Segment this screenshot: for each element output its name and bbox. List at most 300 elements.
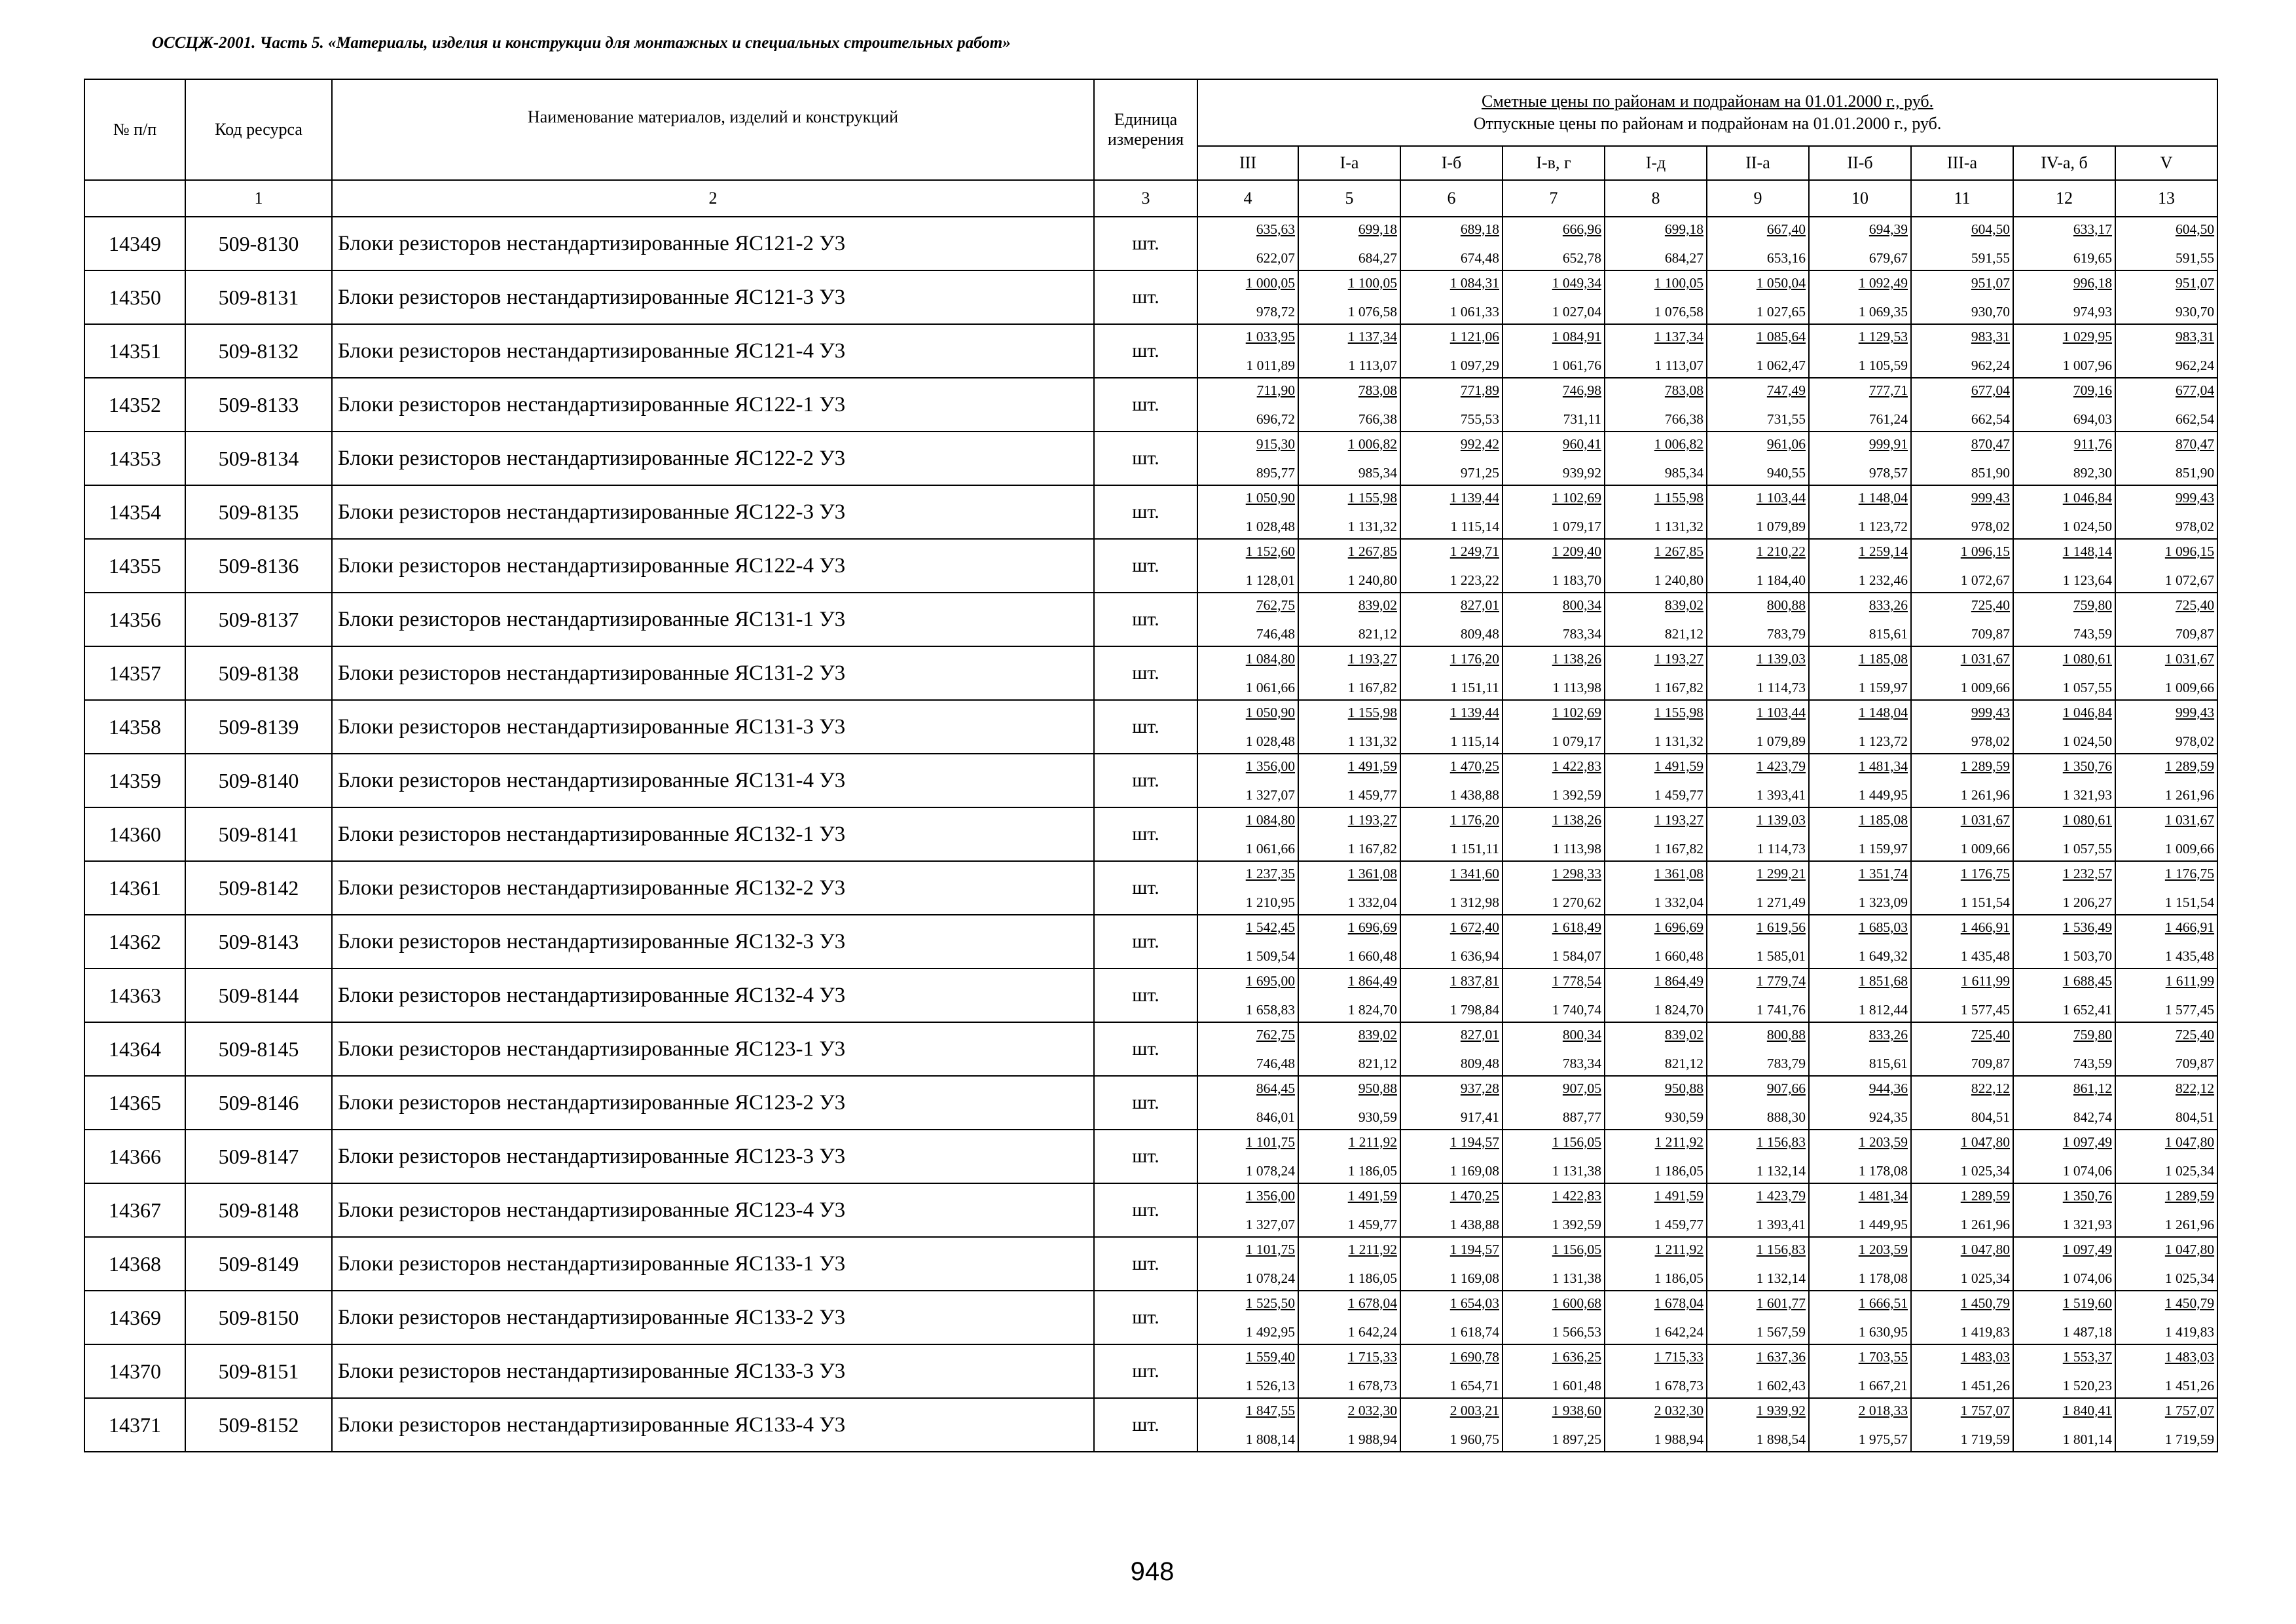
wholesale-price: 1 261,96 xyxy=(2164,1217,2215,1232)
estimated-price: 1 267,85 xyxy=(1654,544,1704,559)
header-region: II-а xyxy=(1707,146,1809,180)
estimated-price: 1 939,92 xyxy=(1756,1403,1806,1418)
material-name: Блоки резисторов нестандартизированные ЯС123-1 У3 xyxy=(332,1022,1094,1076)
estimated-price: 1 703,55 xyxy=(1858,1349,1908,1365)
unit-of-measure: шт. xyxy=(1094,1344,1197,1398)
wholesale-price: 821,12 xyxy=(1358,626,1397,642)
price-cell xyxy=(1809,754,1911,807)
row-number: 14361 xyxy=(84,861,185,915)
table-row xyxy=(84,969,2217,1022)
price-cell xyxy=(1605,1291,1707,1344)
price-cell xyxy=(1197,969,1298,1022)
price-cell xyxy=(1298,270,1400,324)
wholesale-price: 962,24 xyxy=(2175,358,2215,373)
row-number: 14355 xyxy=(84,539,185,593)
wholesale-price: 1 072,67 xyxy=(2164,572,2215,588)
row-number: 14357 xyxy=(84,646,185,700)
estimated-price: 604,50 xyxy=(2175,221,2215,237)
wholesale-price: 1 186,05 xyxy=(1654,1163,1704,1179)
price-cell xyxy=(1400,700,1503,754)
wholesale-price: 887,77 xyxy=(1562,1109,1601,1125)
wholesale-price: 809,48 xyxy=(1460,626,1499,642)
estimated-price: 950,88 xyxy=(1358,1080,1397,1096)
wholesale-price: 1 159,97 xyxy=(1858,680,1908,695)
wholesale-price: 1 061,66 xyxy=(1245,841,1295,857)
estimated-price: 839,02 xyxy=(1664,597,1704,613)
price-cell xyxy=(1400,754,1503,807)
wholesale-price: 1 975,57 xyxy=(1858,1431,1908,1447)
estimated-price: 999,43 xyxy=(1971,490,2010,506)
header-region: I-б xyxy=(1400,146,1503,180)
unit-of-measure: шт. xyxy=(1094,432,1197,485)
wholesale-price: 1 419,83 xyxy=(1960,1324,2010,1340)
estimated-price: 999,91 xyxy=(1868,436,1908,452)
price-cell xyxy=(2115,1344,2217,1398)
estimated-price: 725,40 xyxy=(2175,1027,2215,1043)
price-cell xyxy=(1809,807,1911,861)
estimated-price: 1 129,53 xyxy=(1858,329,1908,344)
table-row xyxy=(84,432,2217,485)
wholesale-price: 1 585,01 xyxy=(1756,948,1806,964)
price-cell xyxy=(1298,1291,1400,1344)
wholesale-price: 1 435,48 xyxy=(1960,948,2010,964)
estimated-price: 1 031,67 xyxy=(2164,812,2215,828)
estimated-price: 1 139,44 xyxy=(1449,490,1499,506)
price-cell xyxy=(1809,324,1911,378)
header-column-number-blank xyxy=(84,180,185,217)
estimated-price: 1 203,59 xyxy=(1858,1134,1908,1150)
price-cell xyxy=(1400,969,1503,1022)
row-number: 14351 xyxy=(84,324,185,378)
price-cell xyxy=(1911,1183,2013,1237)
resource-code: 509-8144 xyxy=(185,969,332,1022)
wholesale-price: 1 115,14 xyxy=(1450,733,1499,749)
wholesale-price: 1 074,06 xyxy=(2062,1270,2112,1286)
price-cell xyxy=(1503,700,1605,754)
estimated-price: 2 032,30 xyxy=(1347,1403,1397,1418)
wholesale-price: 1 988,94 xyxy=(1347,1431,1397,1447)
price-cell xyxy=(2013,1344,2115,1398)
estimated-price: 1 137,34 xyxy=(1654,329,1704,344)
wholesale-price: 1 897,25 xyxy=(1552,1431,1601,1447)
price-cell xyxy=(1298,1183,1400,1237)
price-cell xyxy=(1503,1130,1605,1183)
header-region: I-д xyxy=(1605,146,1707,180)
estimated-price: 1 139,03 xyxy=(1756,651,1806,667)
estimated-price: 1 695,00 xyxy=(1245,973,1295,989)
estimated-price: 1 211,92 xyxy=(1348,1134,1397,1150)
estimated-price: 1 137,34 xyxy=(1347,329,1397,344)
price-cell xyxy=(1298,593,1400,646)
estimated-price: 1 194,57 xyxy=(1449,1134,1499,1150)
estimated-price: 1 176,75 xyxy=(1960,866,2010,881)
price-cell xyxy=(1400,1291,1503,1344)
estimated-price: 1 422,83 xyxy=(1552,758,1601,774)
wholesale-price: 1 451,26 xyxy=(1960,1378,2010,1393)
header-region: II-б xyxy=(1809,146,1911,180)
wholesale-price: 809,48 xyxy=(1460,1056,1499,1071)
estimated-price: 1 350,76 xyxy=(2062,1188,2112,1204)
estimated-price: 1 690,78 xyxy=(1449,1349,1499,1365)
price-cell xyxy=(1503,270,1605,324)
price-cell xyxy=(1809,217,1911,270)
wholesale-price: 1 123,64 xyxy=(2062,572,2112,588)
price-cell xyxy=(1605,378,1707,432)
price-cell xyxy=(2115,1130,2217,1183)
resource-code: 509-8130 xyxy=(185,217,332,270)
unit-of-measure: шт. xyxy=(1094,1022,1197,1076)
price-cell xyxy=(2013,1022,2115,1076)
price-cell xyxy=(1605,969,1707,1022)
wholesale-price: 1 169,08 xyxy=(1449,1163,1499,1179)
price-cell xyxy=(2115,539,2217,593)
estimated-price: 1 837,81 xyxy=(1449,973,1499,989)
wholesale-price: 1 660,48 xyxy=(1347,948,1397,964)
estimated-price: 1 152,60 xyxy=(1245,544,1295,559)
material-name: Блоки резисторов нестандартизированные ЯС122-2 У3 xyxy=(332,432,1094,485)
price-cell xyxy=(2115,1291,2217,1344)
wholesale-price: 892,30 xyxy=(2073,465,2112,481)
resource-code: 509-8148 xyxy=(185,1183,332,1237)
wholesale-price: 783,34 xyxy=(1562,1056,1601,1071)
table-row xyxy=(84,378,2217,432)
estimated-price: 1 155,98 xyxy=(1347,705,1397,720)
estimated-price: 1 654,03 xyxy=(1449,1295,1499,1311)
estimated-price: 992,42 xyxy=(1460,436,1499,452)
estimated-price: 1 542,45 xyxy=(1245,919,1295,935)
wholesale-price: 709,87 xyxy=(1971,626,2010,642)
price-cell xyxy=(1400,1076,1503,1130)
estimated-price: 1 259,14 xyxy=(1858,544,1908,559)
wholesale-price: 1 132,14 xyxy=(1756,1270,1806,1286)
table-row xyxy=(84,1291,2217,1344)
price-cell xyxy=(2013,378,2115,432)
wholesale-price: 1 270,62 xyxy=(1552,895,1601,910)
row-number: 14353 xyxy=(84,432,185,485)
price-cell xyxy=(1400,915,1503,969)
wholesale-price: 1 114,73 xyxy=(1757,680,1806,695)
estimated-price: 1 450,79 xyxy=(2164,1295,2215,1311)
estimated-price: 1 092,49 xyxy=(1858,275,1908,291)
row-number: 14363 xyxy=(84,969,185,1022)
price-cell xyxy=(1503,646,1605,700)
price-cell xyxy=(1707,593,1809,646)
estimated-price: 1 100,05 xyxy=(1347,275,1397,291)
wholesale-price: 1 584,07 xyxy=(1552,948,1601,964)
price-cell xyxy=(1605,915,1707,969)
estimated-price: 1 553,37 xyxy=(2062,1349,2112,1365)
estimated-price: 1 519,60 xyxy=(2062,1295,2112,1311)
wholesale-price: 895,77 xyxy=(1256,465,1295,481)
estimated-price: 689,18 xyxy=(1460,221,1499,237)
wholesale-price: 1 113,07 xyxy=(1654,358,1704,373)
price-cell xyxy=(1911,217,2013,270)
estimated-price: 1 155,98 xyxy=(1654,490,1704,506)
wholesale-price: 694,03 xyxy=(2073,411,2112,427)
header-num: № п/п xyxy=(84,79,185,180)
unit-of-measure: шт. xyxy=(1094,539,1197,593)
wholesale-price: 1 577,45 xyxy=(2164,1002,2215,1018)
header-column-number: 4 xyxy=(1197,180,1298,217)
wholesale-price: 1 719,59 xyxy=(2164,1431,2215,1447)
wholesale-price: 1 114,73 xyxy=(1757,841,1806,857)
estimated-price: 1 864,49 xyxy=(1654,973,1704,989)
estimated-price: 1 084,31 xyxy=(1449,275,1499,291)
price-cell xyxy=(1605,432,1707,485)
header-column-number: 1 xyxy=(185,180,332,217)
estimated-price: 1 080,61 xyxy=(2062,651,2112,667)
estimated-price: 1 491,59 xyxy=(1347,758,1397,774)
wholesale-price: 1 009,66 xyxy=(1960,841,2010,857)
wholesale-price: 821,12 xyxy=(1358,1056,1397,1071)
wholesale-price: 1 526,13 xyxy=(1245,1378,1295,1393)
estimated-price: 915,30 xyxy=(1256,436,1295,452)
estimated-price: 746,98 xyxy=(1562,382,1601,398)
price-cell xyxy=(1605,861,1707,915)
price-cell xyxy=(1400,217,1503,270)
price-cell xyxy=(2013,593,2115,646)
table-row xyxy=(84,915,2217,969)
estimated-price: 1 155,98 xyxy=(1654,705,1704,720)
price-cell xyxy=(1298,1398,1400,1452)
wholesale-price: 1 741,76 xyxy=(1756,1002,1806,1018)
estimated-price: 1 491,59 xyxy=(1347,1188,1397,1204)
estimated-price: 694,39 xyxy=(1868,221,1908,237)
price-cell xyxy=(1707,807,1809,861)
price-cell xyxy=(1707,1398,1809,1452)
wholesale-price: 674,48 xyxy=(1460,250,1499,266)
price-cell xyxy=(1400,1344,1503,1398)
price-cell xyxy=(1197,700,1298,754)
price-cell xyxy=(1298,324,1400,378)
resource-code: 509-8142 xyxy=(185,861,332,915)
wholesale-price: 761,24 xyxy=(1868,411,1908,427)
price-cell xyxy=(1605,646,1707,700)
estimated-price: 833,26 xyxy=(1868,597,1908,613)
unit-of-measure: шт. xyxy=(1094,754,1197,807)
estimated-price: 827,01 xyxy=(1460,597,1499,613)
price-cell xyxy=(1503,861,1605,915)
wholesale-price: 1 660,48 xyxy=(1654,948,1704,964)
price-cell xyxy=(2115,1237,2217,1291)
table-row xyxy=(84,700,2217,754)
material-name: Блоки резисторов нестандартизированные ЯС132-2 У3 xyxy=(332,861,1094,915)
wholesale-price: 653,16 xyxy=(1766,250,1806,266)
wholesale-price: 1 898,54 xyxy=(1756,1431,1806,1447)
table-row xyxy=(84,1398,2217,1452)
wholesale-price: 1 503,70 xyxy=(2062,948,2112,964)
price-cell xyxy=(1911,378,2013,432)
wholesale-price: 1 028,48 xyxy=(1245,519,1295,534)
price-cell xyxy=(1503,807,1605,861)
price-cell xyxy=(1809,485,1911,539)
estimated-price: 999,43 xyxy=(2175,705,2215,720)
price-cell xyxy=(2013,539,2115,593)
row-number: 14370 xyxy=(84,1344,185,1398)
wholesale-price: 652,78 xyxy=(1562,250,1601,266)
row-number: 14359 xyxy=(84,754,185,807)
wholesale-price: 662,54 xyxy=(2175,411,2215,427)
price-cell xyxy=(1400,646,1503,700)
wholesale-price: 709,87 xyxy=(2175,1056,2215,1071)
estimated-price: 711,90 xyxy=(1256,382,1295,398)
estimated-price: 937,28 xyxy=(1460,1080,1499,1096)
estimated-price: 1 481,34 xyxy=(1858,1188,1908,1204)
table-header xyxy=(84,79,2217,217)
estimated-price: 1 156,05 xyxy=(1552,1242,1601,1257)
price-cell xyxy=(2115,915,2217,969)
estimated-price: 1 156,05 xyxy=(1552,1134,1601,1150)
wholesale-price: 940,55 xyxy=(1766,465,1806,481)
estimated-price: 1 203,59 xyxy=(1858,1242,1908,1257)
estimated-price: 1 232,57 xyxy=(2062,866,2112,881)
price-cell xyxy=(1707,539,1809,593)
wholesale-price: 1 567,59 xyxy=(1756,1324,1806,1340)
price-cell xyxy=(1707,324,1809,378)
price-cell xyxy=(2013,432,2115,485)
wholesale-price: 709,87 xyxy=(1971,1056,2010,1071)
wholesale-price: 985,34 xyxy=(1664,465,1704,481)
estimated-price: 1 194,57 xyxy=(1449,1242,1499,1257)
price-cell xyxy=(2013,1076,2115,1130)
wholesale-price: 1 667,21 xyxy=(1858,1378,1908,1393)
wholesale-price: 1 009,66 xyxy=(2164,841,2215,857)
resource-code: 509-8145 xyxy=(185,1022,332,1076)
price-cell xyxy=(2115,432,2217,485)
unit-of-measure: шт. xyxy=(1094,217,1197,270)
wholesale-price: 1 078,24 xyxy=(1245,1270,1295,1286)
estimated-price: 1 840,41 xyxy=(2062,1403,2112,1418)
price-cell xyxy=(1197,378,1298,432)
estimated-price: 1 047,80 xyxy=(1960,1134,2010,1150)
price-cell xyxy=(1911,646,2013,700)
header-column-number: 13 xyxy=(2115,180,2217,217)
price-cell xyxy=(1503,915,1605,969)
unit-of-measure: шт. xyxy=(1094,378,1197,432)
price-cell xyxy=(1197,1022,1298,1076)
estimated-price: 1 185,08 xyxy=(1858,812,1908,828)
estimated-price: 1 138,26 xyxy=(1552,651,1601,667)
row-number: 14358 xyxy=(84,700,185,754)
wholesale-price: 1 113,98 xyxy=(1552,680,1601,695)
estimated-price: 1 666,51 xyxy=(1858,1295,1908,1311)
estimated-price: 1 097,49 xyxy=(2062,1242,2112,1257)
price-cell xyxy=(1197,324,1298,378)
wholesale-price: 591,55 xyxy=(2175,250,2215,266)
price-cell xyxy=(2013,1130,2115,1183)
wholesale-price: 783,34 xyxy=(1562,626,1601,642)
price-cell xyxy=(1400,1130,1503,1183)
row-number: 14356 xyxy=(84,593,185,646)
material-name: Блоки резисторов нестандартизированные ЯС121-2 У3 xyxy=(332,217,1094,270)
price-cell xyxy=(1197,754,1298,807)
wholesale-price: 783,79 xyxy=(1766,626,1806,642)
estimated-price: 960,41 xyxy=(1562,436,1601,452)
header-column-number: 3 xyxy=(1094,180,1197,217)
row-number: 14371 xyxy=(84,1398,185,1452)
price-cell xyxy=(2013,1291,2115,1344)
wholesale-price: 1 113,07 xyxy=(1348,358,1397,373)
estimated-price: 1 006,82 xyxy=(1654,436,1704,452)
price-cell xyxy=(1707,1344,1809,1398)
table-row xyxy=(84,1130,2217,1183)
price-cell xyxy=(1298,1237,1400,1291)
estimated-price: 635,63 xyxy=(1256,221,1295,237)
wholesale-price: 815,61 xyxy=(1868,1056,1908,1071)
price-cell xyxy=(1503,378,1605,432)
material-name: Блоки резисторов нестандартизированные ЯС123-2 У3 xyxy=(332,1076,1094,1130)
table-row xyxy=(84,861,2217,915)
wholesale-price: 1 798,84 xyxy=(1449,1002,1499,1018)
wholesale-price: 1 076,58 xyxy=(1654,304,1704,320)
wholesale-price: 846,01 xyxy=(1256,1109,1295,1125)
material-name: Блоки резисторов нестандартизированные ЯС121-4 У3 xyxy=(332,324,1094,378)
estimated-price: 1 483,03 xyxy=(1960,1349,2010,1365)
wholesale-price: 709,87 xyxy=(2175,626,2215,642)
estimated-price: 1 289,59 xyxy=(1960,1188,2010,1204)
price-cell xyxy=(1809,378,1911,432)
wholesale-price: 1 459,77 xyxy=(1654,787,1704,803)
wholesale-price: 1 459,77 xyxy=(1347,1217,1397,1232)
wholesale-price: 1 321,93 xyxy=(2062,1217,2112,1232)
wholesale-price: 804,51 xyxy=(2175,1109,2215,1125)
estimated-price: 1 483,03 xyxy=(2164,1349,2215,1365)
header-region: IV-а, б xyxy=(2013,146,2115,180)
wholesale-price: 1 069,35 xyxy=(1858,304,1908,320)
estimated-price: 604,50 xyxy=(1971,221,2010,237)
estimated-price: 1 289,59 xyxy=(2164,1188,2215,1204)
wholesale-price: 1 151,54 xyxy=(1960,895,2010,910)
estimated-price: 1 864,49 xyxy=(1347,973,1397,989)
wholesale-price: 684,27 xyxy=(1664,250,1704,266)
wholesale-price: 1 642,24 xyxy=(1347,1324,1397,1340)
price-cell xyxy=(1298,700,1400,754)
estimated-price: 1 101,75 xyxy=(1245,1242,1295,1257)
wholesale-price: 930,70 xyxy=(1971,304,2010,320)
price-cell xyxy=(1400,1183,1503,1237)
price-cell xyxy=(1400,807,1503,861)
table-row xyxy=(84,217,2217,270)
price-cell xyxy=(1503,217,1605,270)
wholesale-price: 1 678,73 xyxy=(1347,1378,1397,1393)
wholesale-price: 1 566,53 xyxy=(1552,1324,1601,1340)
price-cell xyxy=(1605,485,1707,539)
price-cell xyxy=(1809,700,1911,754)
price-cell xyxy=(1298,539,1400,593)
wholesale-price: 1 178,08 xyxy=(1858,1163,1908,1179)
price-cell xyxy=(1809,1398,1911,1452)
price-cell xyxy=(1503,754,1605,807)
estimated-price: 1 148,04 xyxy=(1858,705,1908,720)
material-name: Блоки резисторов нестандартизированные ЯС122-4 У3 xyxy=(332,539,1094,593)
price-cell xyxy=(1809,1130,1911,1183)
estimated-price: 800,88 xyxy=(1766,1027,1806,1043)
estimated-price: 999,43 xyxy=(2175,490,2215,506)
price-cell xyxy=(1298,861,1400,915)
unit-of-measure: шт. xyxy=(1094,593,1197,646)
resource-code: 509-8150 xyxy=(185,1291,332,1344)
page-number: 948 xyxy=(1130,1557,1175,1586)
price-cell xyxy=(1911,1022,2013,1076)
price-cell xyxy=(1707,969,1809,1022)
unit-of-measure: шт. xyxy=(1094,646,1197,700)
price-cell xyxy=(1911,1076,2013,1130)
wholesale-price: 1 393,41 xyxy=(1756,787,1806,803)
price-cell xyxy=(1605,1076,1707,1130)
price-cell xyxy=(1911,539,2013,593)
estimated-price: 1 031,67 xyxy=(1960,651,2010,667)
price-cell xyxy=(2013,270,2115,324)
